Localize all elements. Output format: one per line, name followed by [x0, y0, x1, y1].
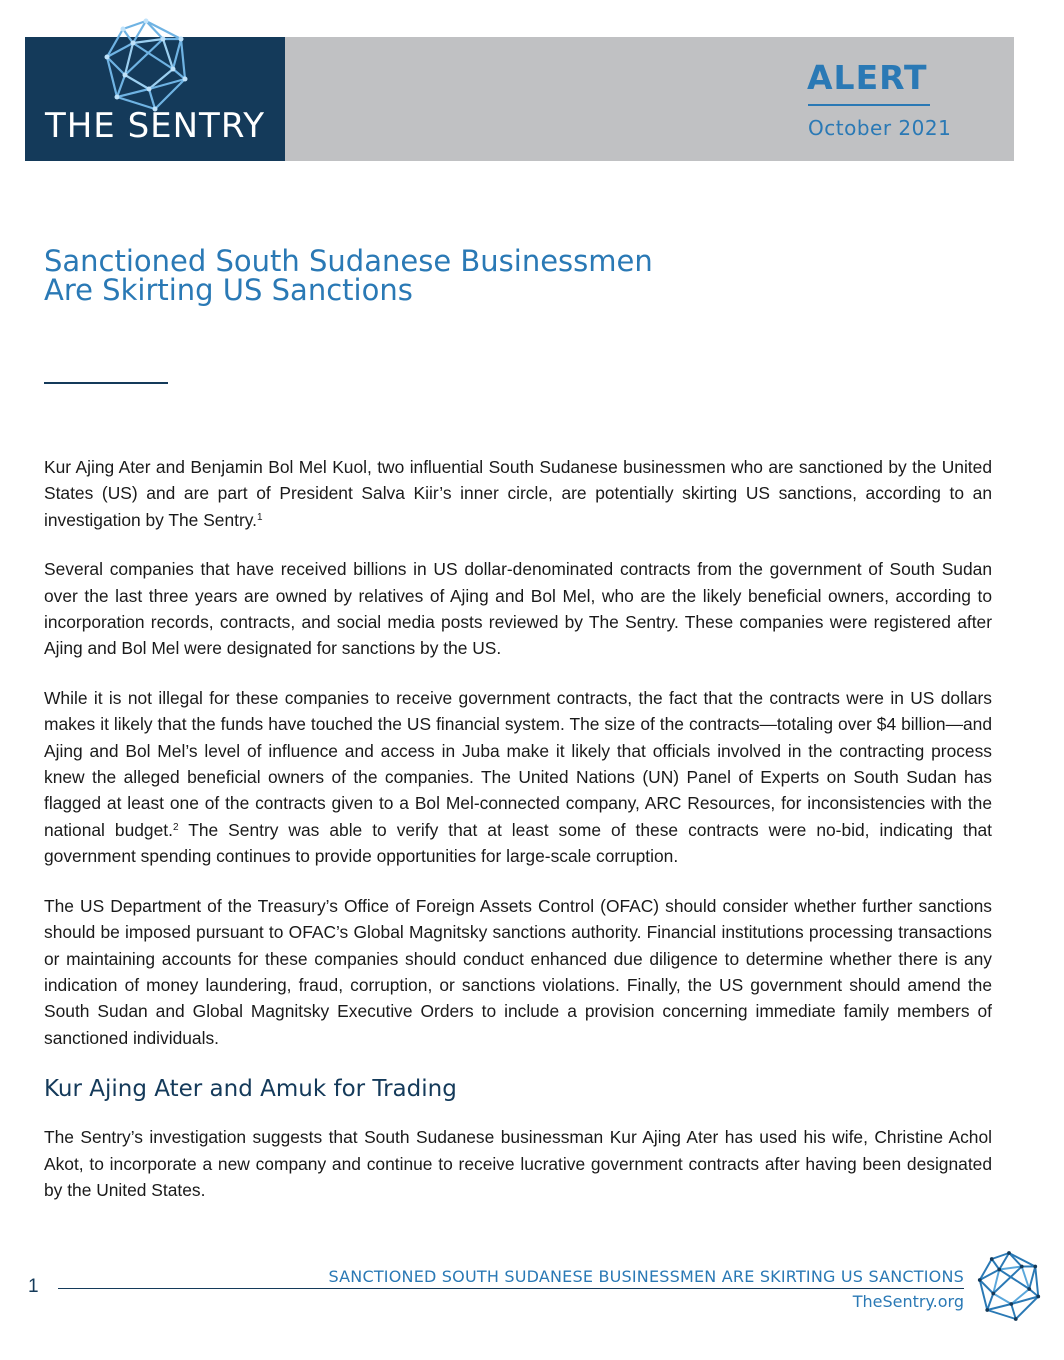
paragraph-3: [44, 685, 992, 870]
footer-document-title: SANCTIONED SOUTH SUDANESE BUSINESSMEN ARE SKIRTING US SANCTIONS: [328, 1267, 964, 1286]
page-title-line-2: Are Skirting US Sanctions: [44, 273, 413, 307]
paragraph-5: The Sentry’s investigation suggests that South Sudanese businessman Kur Ajing Ater has used his wife, Christine Achol Akot, to incorporate a new company and continue to receive lucrative government contracts after having been designated by the United States.: [44, 1127, 992, 1200]
article-body: [44, 454, 992, 1226]
header-banner: [285, 37, 1014, 161]
paragraph-3-text-a: While it is not illegal for these companies to receive government contracts, the fact that the contracts were in US dollars makes it likely that the funds have touched the US financial system. The size of the contracts—totaling over $4 billion—and Ajing and Bol Mel’s level of influence and access in Juba make it likely that officials involved in the contracting process knew the alleged beneficial owners of the companies. The United Nations (UN) Panel of Experts on South Sudan has flagged at least one of the contracts given to a Bol Mel-connected company, ARC Resources, for inconsistencies with the national budget.: [44, 687, 992, 840]
paragraph-1-text: Kur Ajing Ater and Benjamin Bol Mel Kuol, two influential South Sudanese businessmen who are sanctioned by the United States (US) and are part of President Salva Kiir’s inner circle, are potentially skirting US sanctions, according to an investigation by The Sentry.: [44, 457, 992, 530]
footer-geodesic-sphere-icon: [976, 1250, 1042, 1322]
page-number: 1: [28, 1276, 39, 1297]
footer-site-link[interactable]: TheSentry.org: [852, 1292, 964, 1311]
geodesic-sphere-icon: [103, 17, 189, 113]
brand-name: THE SENTRY: [44, 106, 266, 146]
paragraph-3-text-b: The Sentry was able to verify that at least some of these contracts were no-bid, indicating that government spending continues to provide opportunities for large-scale corruption.: [44, 819, 992, 867]
title-divider: [44, 382, 168, 384]
section-heading: Kur Ajing Ater and Amuk for Trading: [44, 1076, 457, 1103]
footnote-ref-2: 2: [172, 821, 179, 833]
paragraph-4: The US Department of the Treasury’s Office of Foreign Assets Control (OFAC) should consider whether further sanctions should be imposed pursuant to OFAC’s Global Magnitsky sanctions authority. Financial institutions processing transactions or maintaining accounts for these companies should conduct enhanced due diligence to determine whether there is any indication of money laundering, fraud, corruption, or sanctions violations. Finally, the US government should amend the South Sudan and Global Magnitsky Executive Orders to include a provision concerning immediate family members of sanctioned individuals.: [44, 895, 992, 1048]
page-title: [44, 244, 844, 307]
page-title-line-1: Sanctioned South Sudanese Businessmen: [44, 244, 653, 278]
footnote-ref-1: 1: [257, 511, 263, 523]
paragraph-2: Several companies that have received billions in US dollar-denominated contracts from the government of South Sudan over the last three years are owned by relatives of Ajing and Bol Mel, who are the likely beneficial owners, according to incorporation records, contracts, and social media posts reviewed by The Sentry. These companies were registered after Ajing and Bol Mel were designated for sanctions by the US.: [44, 559, 992, 659]
publication-date: October 2021: [808, 116, 952, 140]
alert-label: ALERT: [807, 58, 928, 97]
alert-divider: [808, 104, 930, 106]
footer-divider: [58, 1288, 964, 1289]
paragraph-1: [44, 454, 992, 533]
